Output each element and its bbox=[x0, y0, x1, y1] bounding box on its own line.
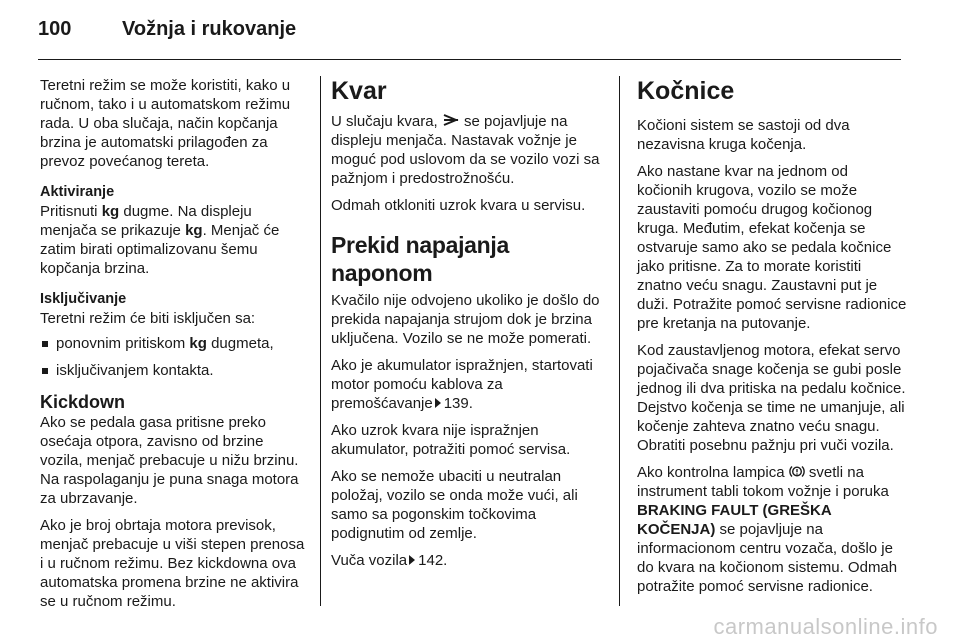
kickdown-paragraph-2: Ako je broj obrtaja motora previsok, menjač prebacuje u viši stepen prenosa i u ručnom režimu. Bez kickdowna ova automatska promena brzine ne aktivira se u ručnom režimu. bbox=[40, 517, 305, 610]
column-3 bbox=[637, 76, 907, 604]
column-divider-2 bbox=[619, 76, 620, 606]
intro-paragraph: Teretni režim se može koristiti, kako u ručnom, tako i u automatskom režimu rada. U oba slučaja, način kopčanja brzina je automatski prilagođen za prevoz povećanog tereta. bbox=[40, 77, 291, 170]
page-header bbox=[38, 18, 918, 50]
brakes-paragraph-2: Ako nastane kvar na jednom od kočionih krugova, vozilo se može zaustaviti pomoću drugog kočionog kruga. Međutim, efekat kočenja se ostvaruje samo ako se pedala kočnice jako pritisne. Za to morate koristiti znatno veću snagu. Zaustavni put je duži. Potražite pomoć servisne radionice pre kretanja na putovanje. bbox=[637, 163, 907, 332]
activation-heading: Aktiviranje bbox=[40, 184, 115, 200]
header-divider bbox=[38, 59, 901, 60]
kg-display-label: kg bbox=[185, 222, 203, 239]
column-1 bbox=[40, 76, 310, 619]
brakes-paragraph-3: Kod zaustavljenog motora, efekat servo pojačivača snage kočenja se gubi posle jednog ili dva pritiska na pedalu kočnice. Dejstvo kočenja se time ne umanjuje, ali kočenje zahteva znatno veću snagu. Obratiti posebnu pažnju pri vuči vozila. bbox=[637, 342, 906, 454]
power-paragraph-5: Vuča vozila 142. bbox=[331, 552, 448, 569]
deactivation-heading: Isključivanje bbox=[40, 291, 127, 307]
braking-fault-message: BRAKING FAULT (GREŠKA KOČENJA) bbox=[637, 502, 832, 538]
fault-paragraph-1: U slučaju kvara, se pojavljuje na displeju menjača. Nastavak vožnje je moguć pod uslovom da se vozilo vozi sa pažnjom i predostrožnošću. bbox=[331, 113, 600, 187]
page-number: 100 bbox=[38, 18, 72, 40]
page-ref-arrow-icon bbox=[409, 555, 415, 565]
power-paragraph-1: Kvačilo nije odvojeno ukoliko je došlo do prekida napajanja strujom dok je brzina uključena. Vozilo se ne može pomerati. bbox=[331, 292, 600, 347]
list-item: ponovnim pritiskom kg dugmeta, bbox=[40, 334, 310, 353]
kickdown-heading: Kickdown bbox=[40, 392, 126, 412]
page-ref-link[interactable]: 139. bbox=[443, 395, 473, 412]
column-divider-1 bbox=[320, 76, 321, 606]
power-paragraph-3: Ako uzrok kvara nije ispražnjen akumulator, potražiti pomoć servisa. bbox=[331, 422, 571, 458]
brakes-paragraph-4: Ako kontrolna lampica svetli na instrument tabli tokom vožnje i poruka BRAKING FAULT (GREŠKA KOČENJA) se pojavljuje na informacionom centru vozača, došlo je do kvara na kočionom sistemu. Odmah potražite pomoć servisne radionice. bbox=[637, 464, 898, 595]
fault-paragraph-2: Odmah otkloniti uzrok kvara u servisu. bbox=[331, 197, 586, 214]
brakes-heading: Kočnice bbox=[637, 77, 735, 105]
watermark: carmanualsonline.info bbox=[713, 614, 938, 639]
column-2 bbox=[331, 76, 606, 578]
brakes-paragraph-1: Kočioni sistem se sastoji od dva nezavisna kruga kočenja. bbox=[637, 117, 850, 153]
deactivation-paragraph: Teretni režim će biti isključen sa: bbox=[40, 310, 256, 327]
brake-warning-icon bbox=[789, 464, 805, 479]
page-ref-arrow-icon bbox=[435, 398, 441, 408]
activation-paragraph: Pritisnuti kg dugme. Na displeju menjača se prikazuje kg. Menjač će zatim birati optimalizovanu šemu kopčanja brzina. bbox=[40, 203, 280, 277]
gear-fault-icon bbox=[442, 112, 460, 128]
kickdown-paragraph-1: Ako se pedala gasa pritisne preko osećaja otpora, zavisno od brzine vozila, menjač prebacuje u nižu brzinu. Na raspolaganju je puna snaga motora za ubrzavanje. bbox=[40, 414, 299, 507]
list-item: isključivanjem kontakta. bbox=[40, 361, 310, 380]
power-paragraph-2: Ako je akumulator ispražnjen, startovati motor pomoću kablova za premošćavanje 139. bbox=[331, 357, 593, 412]
power-paragraph-4: Ako se nemože ubaciti u neutralan položaj, vozilo se onda može vući, ali samo sa pogonskim točkovima podignutim od zemlje. bbox=[331, 468, 578, 542]
kg-button-label: kg bbox=[101, 203, 120, 220]
page-ref-link[interactable]: 142. bbox=[418, 552, 448, 569]
power-interruption-heading: Prekid napajanja naponom bbox=[331, 232, 509, 286]
fault-heading: Kvar bbox=[331, 77, 387, 105]
deactivation-list bbox=[40, 334, 310, 380]
chapter-title: Vožnja i rukovanje bbox=[122, 18, 297, 40]
